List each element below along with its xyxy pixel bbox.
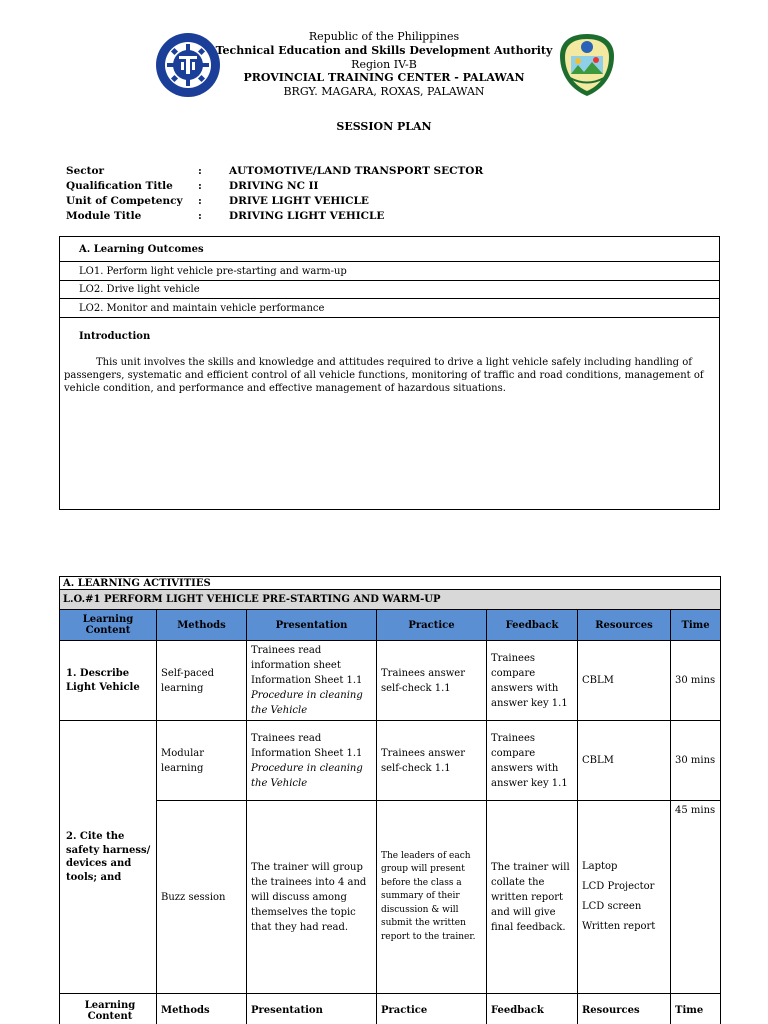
meta-row xyxy=(66,195,483,210)
outcome-item: LO2. Monitor and maintain vehicle performance xyxy=(60,299,719,318)
time-cell: 45 mins xyxy=(671,801,721,994)
resources-cell xyxy=(578,801,671,994)
resource-item: LCD Projector xyxy=(582,881,655,892)
presentation-italic-text: Procedure in cleaning the Vehicle xyxy=(251,762,363,789)
col-methods: Methods xyxy=(157,610,247,641)
outcomes-heading: A. Learning Outcomes xyxy=(60,237,719,262)
learning-content-cell: 2. Cite the safety harness/ devices and tools; and xyxy=(60,721,157,994)
meta-value: DRIVE LIGHT VEHICLE xyxy=(229,195,369,207)
meta-sep: : xyxy=(198,195,202,207)
introduction-heading: Introduction xyxy=(79,331,151,342)
feedback-cell: Trainees compare answers with answer key 1.1 xyxy=(487,721,578,801)
plan-meta xyxy=(66,165,483,225)
presentation-cell: The trainer will group the trainees into 4 and will discuss among themselves the topic that they had read. xyxy=(247,801,377,994)
meta-key: Sector xyxy=(66,165,105,177)
presentation-text: Trainees read information sheet Information Sheet 1.1 xyxy=(251,645,363,686)
document-header xyxy=(0,30,768,99)
meta-sep: : xyxy=(198,180,202,192)
resource-item: LCD screen xyxy=(582,901,642,912)
method-cell: Self-paced learning xyxy=(157,641,247,721)
col-time: Time xyxy=(671,610,721,641)
meta-row xyxy=(66,210,483,225)
region-line: Region IV-B xyxy=(351,58,417,71)
footer-header-row xyxy=(60,994,721,1024)
practice-cell: Trainees answer self-check 1.1 xyxy=(377,641,487,721)
col-practice: Practice xyxy=(377,610,487,641)
address-line: BRGY. MAGARA, ROXAS, PALAWAN xyxy=(283,85,485,98)
meta-sep: : xyxy=(198,165,202,177)
feedback-cell: The trainer will collate the written report and will give final feedback. xyxy=(487,801,578,994)
meta-key: Unit of Competency xyxy=(66,195,183,207)
meta-sep: : xyxy=(198,210,202,222)
meta-value: DRIVING NC II xyxy=(229,180,319,192)
feedback-cell: Trainees compare answers with answer key 1.1 xyxy=(487,641,578,721)
resources-cell: CBLM xyxy=(578,641,671,721)
time-cell: 30 mins xyxy=(671,641,721,721)
learning-content-cell: 1. Describe Light Vehicle xyxy=(60,641,157,721)
meta-row xyxy=(66,165,483,180)
agency-line: Technical Education and Skills Development Authority xyxy=(215,44,553,57)
presentation-text: Trainees read Information Sheet 1.1 xyxy=(251,732,363,759)
lo-row xyxy=(60,590,721,610)
presentation-cell xyxy=(247,641,377,721)
meta-key: Qualification Title xyxy=(66,180,173,192)
practice-cell: Trainees answer self-check 1.1 xyxy=(377,721,487,801)
col-time: Time xyxy=(671,994,721,1024)
column-header-row xyxy=(60,610,721,641)
introduction-text: This unit involves the skills and knowledge and attitudes required to drive a light vehicle safely including handling of passengers, systematic and efficient control of all vehicle functions, monitoring of traffic and road conditions, management of vehicle condition, and performance and effective management of hazardous situations. xyxy=(64,357,704,394)
outcome-item: LO1. Perform light vehicle pre-starting and warm-up xyxy=(60,262,719,281)
resources-cell: CBLM xyxy=(578,721,671,801)
presentation-cell xyxy=(247,721,377,801)
method-cell: Buzz session xyxy=(157,801,247,994)
col-methods: Methods xyxy=(157,994,247,1024)
lo-title: L.O.#1 PERFORM LIGHT VEHICLE PRE-STARTING AND WARM-UP xyxy=(60,590,721,610)
activities-heading-row xyxy=(60,577,721,590)
method-cell: Modular learning xyxy=(157,721,247,801)
learning-activities-table xyxy=(59,576,721,1024)
col-feedback: Feedback xyxy=(487,994,578,1024)
learning-outcomes-box xyxy=(59,236,720,510)
col-presentation: Presentation xyxy=(247,994,377,1024)
center-line: PROVINCIAL TRAINING CENTER - PALAWAN xyxy=(243,71,525,84)
time-cell: 30 mins xyxy=(671,721,721,801)
meta-value: DRIVING LIGHT VEHICLE xyxy=(229,210,385,222)
col-practice: Practice xyxy=(377,994,487,1024)
page-title: SESSION PLAN xyxy=(336,120,432,133)
col-resources: Resources xyxy=(578,994,671,1024)
table-row xyxy=(60,641,721,721)
activities-heading: A. LEARNING ACTIVITIES xyxy=(60,577,721,590)
meta-value: AUTOMOTIVE/LAND TRANSPORT SECTOR xyxy=(229,165,484,177)
resource-item: Laptop xyxy=(582,861,618,872)
table-row xyxy=(60,721,721,801)
table-row xyxy=(60,801,721,994)
col-learning-content: Learning Content xyxy=(60,610,157,641)
republic-line: Republic of the Philippines xyxy=(308,30,460,43)
resource-item: Written report xyxy=(582,921,656,932)
col-feedback: Feedback xyxy=(487,610,578,641)
outcome-item: LO2. Drive light vehicle xyxy=(60,281,719,299)
meta-key: Module Title xyxy=(66,210,142,222)
meta-row xyxy=(66,180,483,195)
col-resources: Resources xyxy=(578,610,671,641)
col-presentation: Presentation xyxy=(247,610,377,641)
presentation-italic-text: Procedure in cleaning the Vehicle xyxy=(251,690,363,716)
practice-cell: The leaders of each group will present before the class a summary of their discussion & will submit the written report to the trainer. xyxy=(377,801,487,994)
col-learning-content: Learning Content xyxy=(60,994,157,1024)
